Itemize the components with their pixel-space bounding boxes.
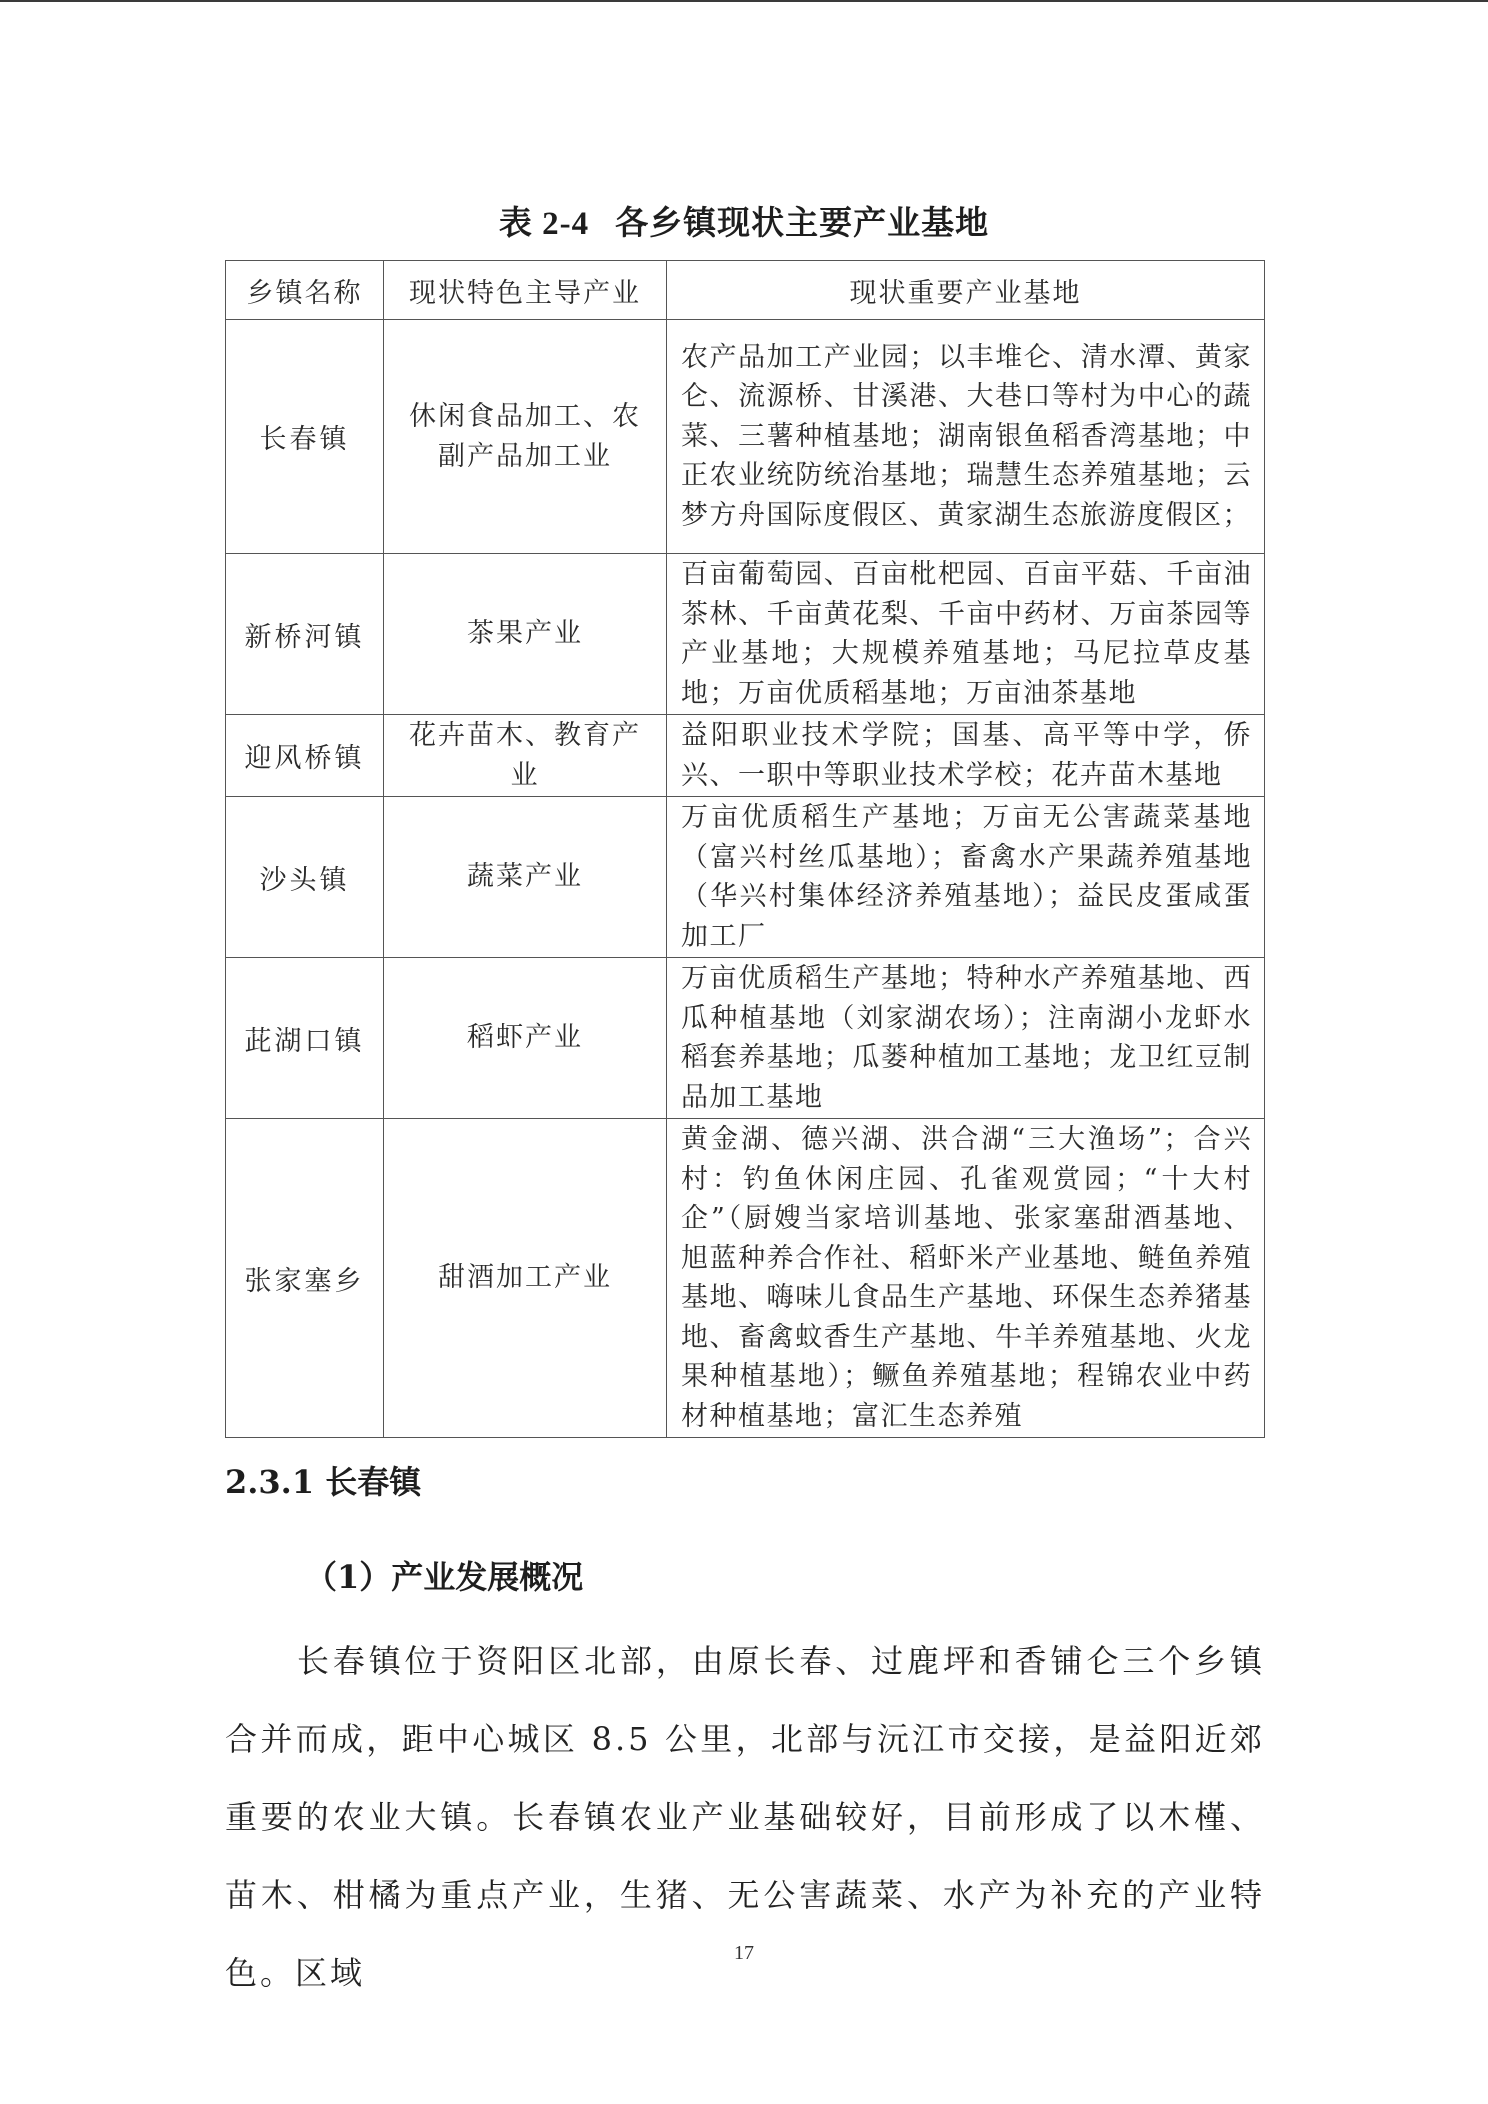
town-cell: 茈湖口镇	[226, 958, 384, 1119]
town-cell: 张家塞乡	[226, 1119, 384, 1438]
table-caption	[0, 197, 1488, 244]
industry-cell: 蔬菜产业	[384, 797, 667, 958]
table-caption-number: 表 2-4	[498, 206, 590, 242]
industry-cell: 休闲食品加工、农副产品加工业	[384, 320, 667, 554]
bases-cell: 黄金湖、德兴湖、洪合湖“三大渔场”；合兴村：钓鱼休闲庄园、孔雀观赏园；“十大村企”（厨嫂当家培训基地、张家塞甜酒基地、旭蓝种养合作社、稻虾米产业基地、鲢鱼养殖基地、嗨味儿食品生产基地、环保生态养猪基地、畜禽蚊香生产基地、牛羊养殖基地、火龙果种植基地）；鳜鱼养殖基地；程锦农业中药材种植基地；富汇生态养殖	[667, 1119, 1265, 1438]
industry-cell: 花卉苗木、教育产业	[384, 715, 667, 797]
bases-cell: 百亩葡萄园、百亩枇杷园、百亩平菇、千亩油茶林、千亩黄花梨、千亩中药材、万亩茶园等产业基地；大规模养殖基地；马尼拉草皮基地；万亩优质稻基地；万亩油茶基地	[667, 554, 1265, 715]
header-leading-industry: 现状特色主导产业	[384, 261, 667, 320]
industry-base-table	[225, 260, 1265, 1438]
town-cell: 新桥河镇	[226, 554, 384, 715]
industry-cell: 茶果产业	[384, 554, 667, 715]
header-industry-bases: 现状重要产业基地	[667, 261, 1265, 320]
table-row	[226, 715, 1265, 797]
bases-cell: 万亩优质稻生产基地；万亩无公害蔬菜基地（富兴村丝瓜基地）；畜禽水产果蔬养殖基地（华兴村集体经济养殖基地）；益民皮蛋咸蛋加工厂	[667, 797, 1265, 958]
table-row	[226, 320, 1265, 554]
bases-cell: 农产品加工产业园；以丰堆仑、清水潭、黄家仑、流源桥、甘溪港、大巷口等村为中心的蔬菜、三薯种植基地；湖南银鱼稻香湾基地；中正农业统防统治基地；瑞慧生态养殖基地；云梦方舟国际度假区、黄家湖生态旅游度假区；	[667, 320, 1265, 554]
subsection-heading: （1）产业发展概况	[305, 1558, 584, 1596]
bases-cell: 益阳职业技术学院；国基、高平等中学，侨兴、一职中等职业技术学校；花卉苗木基地	[667, 715, 1265, 797]
table-caption-text: 各乡镇现状主要产业基地	[615, 203, 990, 242]
table-row	[226, 958, 1265, 1119]
table-row	[226, 554, 1265, 715]
body-paragraph: 长春镇位于资阳区北部，由原长春、过鹿坪和香铺仑三个乡镇合并而成，距中心城区 8.5 公里，北部与沅江市交接，是益阳近郊重要的农业大镇。长春镇农业产业基础较好，目前形成了以木槿、苗木、柑橘为重点产业，生猪、无公害蔬菜、水产为补充的产业特色。区域	[225, 1642, 1265, 1992]
bases-cell: 万亩优质稻生产基地；特种水产养殖基地、西瓜种植基地（刘家湖农场）；注南湖小龙虾水稻套养基地；瓜蒌种植加工基地；龙卫红豆制品加工基地	[667, 958, 1265, 1119]
table-row	[226, 797, 1265, 958]
table-header-row	[226, 261, 1265, 320]
town-cell: 迎风桥镇	[226, 715, 384, 797]
table-row	[226, 1119, 1265, 1438]
industry-cell: 甜酒加工产业	[384, 1119, 667, 1438]
page-number: 17	[734, 1942, 754, 1964]
header-town-name: 乡镇名称	[226, 261, 384, 320]
town-cell: 长春镇	[226, 320, 384, 554]
section-heading: 2.3.1 长春镇	[225, 1463, 422, 1501]
industry-cell: 稻虾产业	[384, 958, 667, 1119]
town-cell: 沙头镇	[226, 797, 384, 958]
